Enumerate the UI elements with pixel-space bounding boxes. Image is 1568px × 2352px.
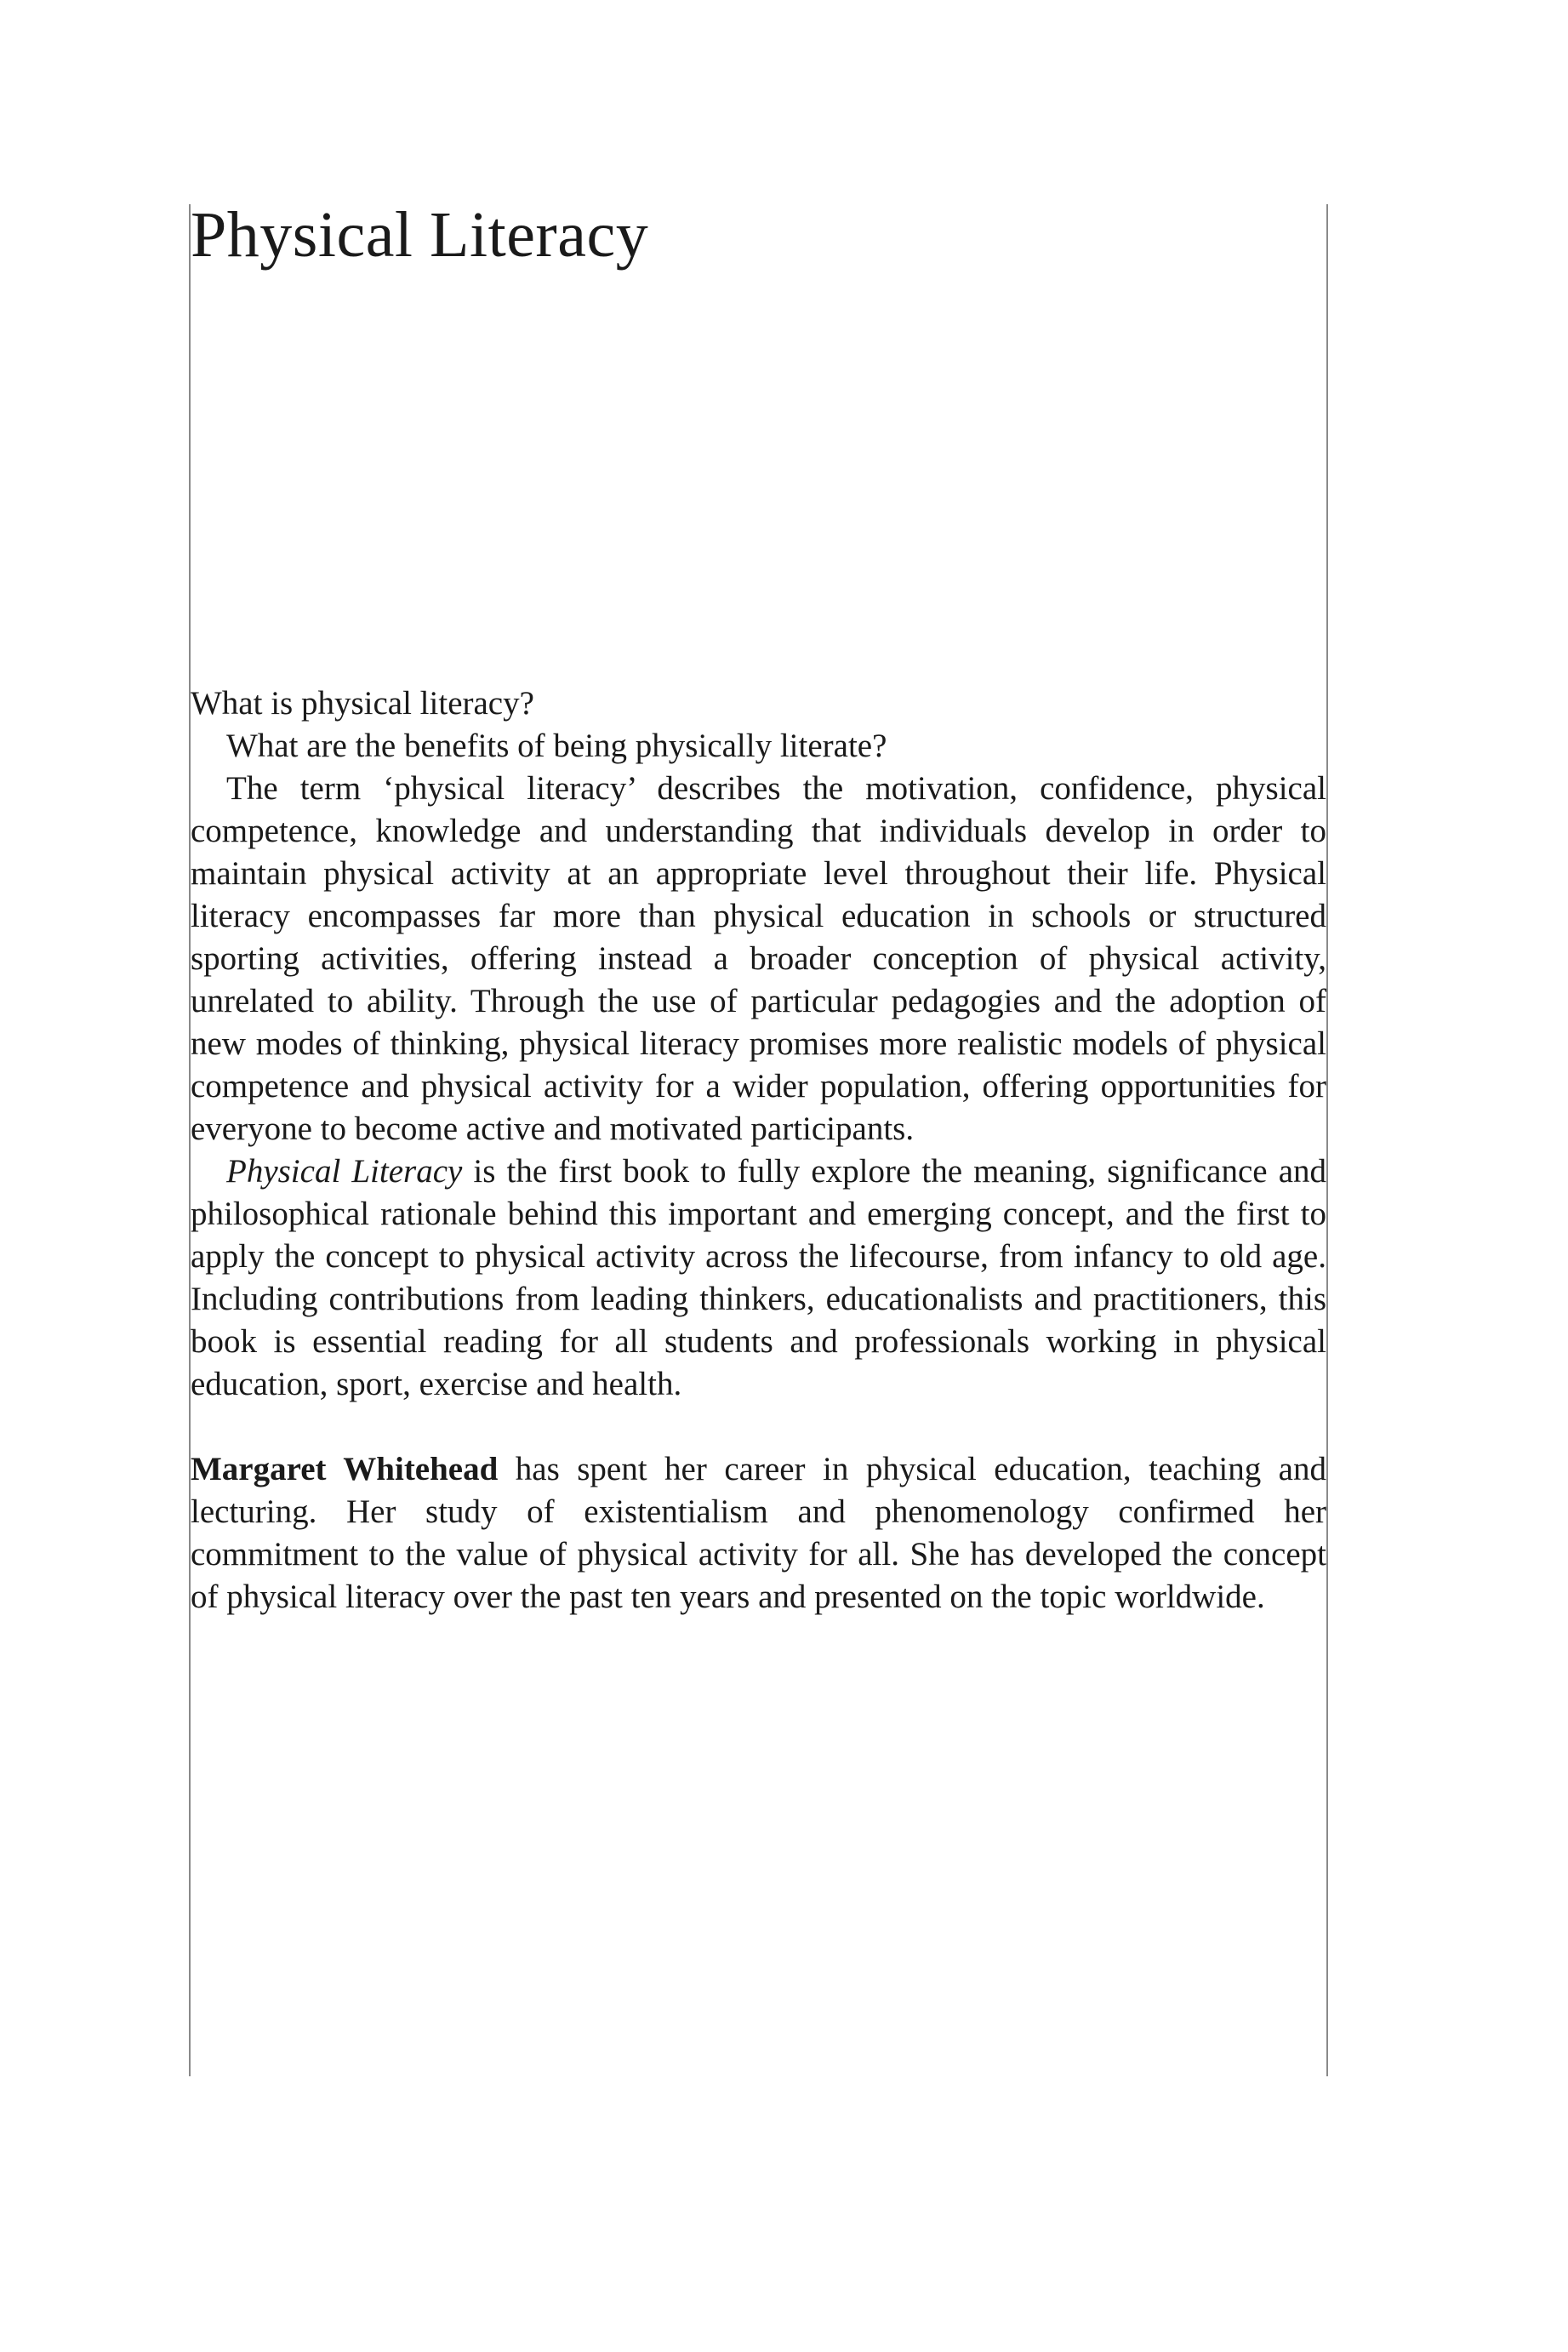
book-paragraph-text: is the first book to fully explore the meaning, significance and philosophical rationale behind this important and emerging concept, and the first to apply the concept to physical activity across the lifecourse, from infancy to old age. Including contributions from leading thinkers, educationalists and practitioners, this book is essential reading for all students and professionals working in physical education, sport, exercise and health. (191, 1153, 1326, 1402)
author-bio (191, 1448, 1326, 1618)
back-cover-blurb (191, 682, 1326, 1618)
description-paragraph: The term ‘physical literacy’ describes the motivation, confidence, physical competence, knowledge and understanding that individuals develop in order to maintain physical activity at an appropriate level throughout their life. Physical literacy encompasses far more than physical education in schools or structured sporting activities, offering instead a broader conception of physical activity, unrelated to ability. Through the use of particular pedagogies and the adoption of new modes of thinking, physical literacy promises more realistic models of physical competence and physical activity for a wider population, offering opportunities for everyone to become active and motivated participants. (191, 770, 1326, 1147)
author-name: Margaret Whitehead (191, 1451, 499, 1487)
right-margin-rule (1326, 204, 1328, 2076)
page-title: Physical Literacy (191, 199, 649, 271)
question-1: What is physical literacy? (191, 685, 534, 722)
question-2: What are the benefits of being physically literate? (226, 728, 887, 764)
book-paragraph (191, 1150, 1326, 1406)
author-bio-text: has spent her career in physical education, teaching and lecturing. Her study of existentialism and phenomenology confirmed her commitment to the value of physical activity for all. She has developed the concept of physical literacy over the past ten years and presented on the topic worldwide. (191, 1451, 1326, 1615)
book-title-italic: Physical Literacy (226, 1153, 463, 1190)
